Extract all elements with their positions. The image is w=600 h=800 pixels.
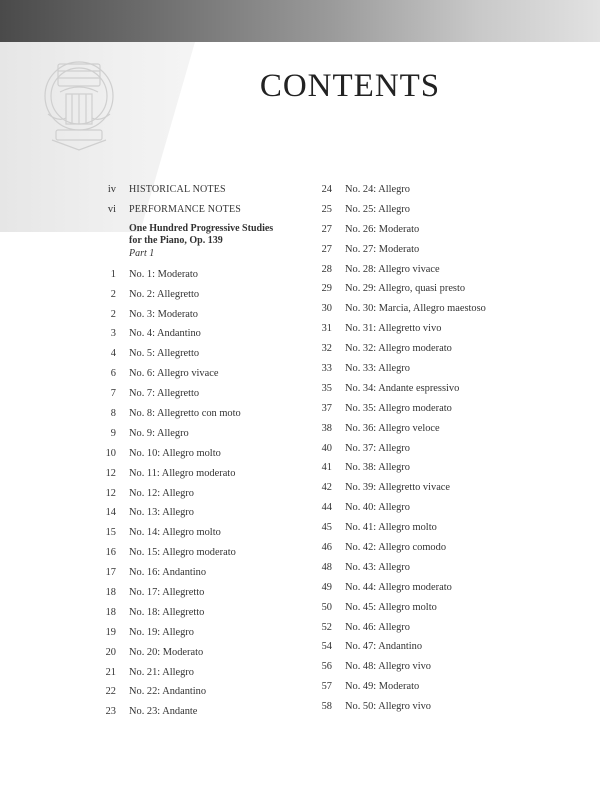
toc-entry[interactable] (300, 578, 510, 598)
page-number: 12 (105, 487, 116, 499)
page-number: 52 (321, 621, 332, 633)
page-number: 44 (321, 502, 332, 514)
page-number: 2 (110, 308, 116, 320)
page-number: 15 (105, 527, 116, 539)
toc-entry[interactable] (84, 324, 294, 344)
toc-entry[interactable] (300, 518, 510, 538)
entry-title: No. 23: Andante (129, 706, 198, 718)
entry-title: No. 9: Allegro (129, 427, 189, 439)
toc-entry[interactable] (84, 563, 294, 583)
toc-entry[interactable] (84, 484, 294, 504)
page-number: 40 (321, 442, 332, 454)
entry-title: No. 28: Allegro vivace (345, 263, 440, 275)
work-title-line1: One Hundred Progressive Studies (129, 222, 274, 234)
page-number: 42 (321, 482, 332, 494)
toc-entry[interactable] (84, 503, 294, 523)
toc-entry[interactable] (84, 285, 294, 305)
entry-title: HISTORICAL NOTES (129, 184, 226, 195)
toc-entry[interactable] (300, 657, 510, 677)
toc-entry[interactable] (300, 260, 510, 280)
entry-title: No. 20: Moderato (129, 646, 204, 658)
toc-entry[interactable] (300, 478, 510, 498)
page-number: 41 (321, 462, 332, 474)
toc-entry[interactable] (84, 464, 294, 484)
toc-entry[interactable] (84, 603, 294, 623)
entry-title: No. 26: Moderato (345, 223, 420, 235)
entry-title: No. 31: Allegretto vivo (345, 323, 442, 335)
page-number: 14 (105, 507, 116, 519)
toc-entry[interactable] (84, 682, 294, 702)
work-title-line2: for the Piano, Op. 139 (129, 235, 223, 247)
toc-list-right (300, 180, 510, 717)
toc-entry[interactable] (300, 359, 510, 379)
toc-entry[interactable] (84, 663, 294, 683)
entry-title: No. 14: Allegro molto (129, 527, 221, 539)
page-number: 9 (110, 427, 116, 439)
toc-entry[interactable] (84, 623, 294, 643)
page-number: 18 (105, 606, 116, 618)
toc-entry[interactable] (84, 384, 294, 404)
toc-entry[interactable] (300, 637, 510, 657)
toc-entry[interactable] (300, 419, 510, 439)
entry-title: No. 49: Moderato (345, 681, 420, 693)
toc-entry[interactable] (300, 458, 510, 478)
toc-entry[interactable] (84, 702, 294, 722)
page-number: 3 (110, 328, 116, 340)
entry-title: No. 38: Allegro (345, 462, 410, 474)
entry-title: No. 16: Andantino (129, 567, 207, 579)
toc-entry[interactable] (84, 424, 294, 444)
toc-entry[interactable] (300, 220, 510, 240)
toc-entry[interactable] (84, 305, 294, 325)
toc-entry[interactable] (300, 439, 510, 459)
page-number: 16 (105, 547, 116, 559)
entry-title: No. 43: Allegro (345, 561, 410, 573)
toc-list-left (84, 265, 294, 722)
page-number: vi (107, 203, 116, 215)
page-number: 58 (321, 701, 332, 713)
entry-title: No. 11: Allegro moderato (129, 467, 236, 479)
toc-entry[interactable] (300, 618, 510, 638)
toc-entry[interactable] (300, 200, 510, 220)
entry-title: No. 45: Allegro molto (345, 601, 437, 613)
entry-title: No. 5: Allegretto (129, 348, 200, 360)
entry-title: No. 6: Allegro vivace (129, 368, 219, 380)
entry-title: No. 47: Andantino (345, 641, 423, 653)
entry-title: No. 32: Allegro moderato (345, 343, 452, 355)
page-number: 7 (110, 388, 116, 400)
entry-title: No. 42: Allegro comodo (345, 542, 447, 554)
page-number: 27 (321, 223, 332, 235)
page-number: 23 (105, 706, 116, 718)
toc-entry[interactable] (84, 643, 294, 663)
page-number: 25 (321, 203, 332, 215)
entry-title: PERFORMANCE NOTES (129, 203, 242, 215)
toc-entry[interactable] (300, 598, 510, 618)
toc-entry[interactable] (84, 364, 294, 384)
header-band (0, 0, 600, 42)
toc-entry[interactable] (84, 180, 294, 200)
toc-entry[interactable] (84, 583, 294, 603)
page-title: CONTENTS (259, 68, 441, 104)
toc-entry[interactable] (84, 543, 294, 563)
toc-entry[interactable] (300, 339, 510, 359)
toc-entry[interactable] (84, 444, 294, 464)
contents-column-left (84, 180, 294, 722)
entry-title: No. 19: Allegro (129, 626, 194, 638)
toc-entry[interactable] (300, 279, 510, 299)
toc-entry[interactable] (300, 697, 510, 717)
page-number: 49 (321, 581, 332, 593)
toc-entry[interactable] (300, 379, 510, 399)
page-number: 10 (105, 447, 116, 459)
page-number: 4 (110, 348, 116, 360)
entry-title: No. 15: Allegro moderato (129, 547, 236, 559)
page-number: 17 (105, 567, 116, 579)
entry-title: No. 18: Allegretto (129, 606, 205, 618)
page-number: 32 (321, 343, 332, 355)
page-number: iv (107, 184, 116, 195)
part-label: Part 1 (129, 247, 155, 259)
page-number: 33 (321, 363, 332, 375)
entry-title: No. 1: Moderato (129, 268, 198, 280)
page-number: 28 (321, 263, 332, 275)
entry-title: No. 48: Allegro vivo (345, 661, 432, 673)
page-number: 56 (321, 661, 332, 673)
toc-entry[interactable] (300, 319, 510, 339)
entry-title: No. 10: Allegro molto (129, 447, 221, 459)
entry-title: No. 34: Andante espressivo (345, 382, 460, 394)
entry-title: No. 4: Andantino (129, 328, 201, 340)
entry-title: No. 8: Allegretto con moto (129, 408, 241, 420)
page-number: 12 (105, 467, 116, 479)
page-number: 50 (321, 601, 332, 613)
page-number: 19 (105, 626, 116, 638)
toc-entry[interactable] (300, 558, 510, 578)
entry-title: No. 7: Allegretto (129, 388, 200, 400)
toc-entry[interactable] (84, 265, 294, 285)
page-number: 46 (321, 542, 332, 554)
entry-title: No. 46: Allegro (345, 621, 410, 633)
page-number: 6 (110, 368, 116, 380)
page-number: 24 (321, 184, 332, 195)
page-number: 30 (321, 303, 332, 315)
page-number: 18 (105, 587, 116, 599)
entry-title: No. 12: Allegro (129, 487, 194, 499)
entry-title: No. 21: Allegro (129, 666, 194, 678)
entry-title: No. 39: Allegretto vivace (345, 482, 451, 494)
entry-title: No. 22: Andantino (129, 686, 207, 698)
toc-entry[interactable] (300, 180, 510, 200)
entry-title: No. 25: Allegro (345, 203, 410, 215)
page-number: 21 (105, 666, 116, 678)
entry-title: No. 3: Moderato (129, 308, 198, 320)
page-number: 22 (105, 686, 116, 698)
toc-entry[interactable] (84, 523, 294, 543)
toc-entry[interactable] (300, 677, 510, 697)
entry-title: No. 36: Allegro veloce (345, 422, 440, 434)
entry-title: No. 27: Moderato (345, 243, 420, 255)
work-heading (84, 223, 294, 265)
entry-title: No. 29: Allegro, quasi presto (345, 283, 466, 295)
page-number: 20 (105, 646, 116, 658)
page-number: 31 (321, 323, 332, 335)
entry-title: No. 41: Allegro molto (345, 522, 437, 534)
page-number: 48 (321, 561, 332, 573)
toc-entry[interactable] (84, 404, 294, 424)
toc-entry[interactable] (84, 200, 294, 220)
toc-entry[interactable] (300, 299, 510, 319)
entry-title: No. 33: Allegro (345, 363, 410, 375)
entry-title: No. 13: Allegro (129, 507, 194, 519)
page-number: 29 (321, 283, 332, 295)
toc-entry[interactable] (300, 498, 510, 518)
page-number: 1 (110, 268, 116, 280)
toc-entry[interactable] (300, 399, 510, 419)
entry-title: No. 17: Allegretto (129, 587, 205, 599)
entry-title: No. 30: Marcia, Allegro maestoso (345, 303, 486, 315)
page-number: 8 (110, 408, 116, 420)
entry-title: No. 35: Allegro moderato (345, 402, 452, 414)
page-number: 45 (321, 522, 332, 534)
entry-title: No. 24: Allegro (345, 184, 410, 195)
entry-title: No. 40: Allegro (345, 502, 410, 514)
entry-title: No. 44: Allegro moderato (345, 581, 452, 593)
page-number: 38 (321, 422, 332, 434)
toc-entry[interactable] (300, 538, 510, 558)
entry-title: No. 37: Allegro (345, 442, 410, 454)
contents-column-right (300, 180, 510, 717)
toc-entry[interactable] (84, 344, 294, 364)
entry-title: No. 50: Allegro vivo (345, 701, 432, 713)
page-number: 54 (321, 641, 332, 653)
toc-entry[interactable] (300, 240, 510, 260)
page-number: 2 (110, 288, 116, 300)
entry-title: No. 2: Allegretto (129, 288, 200, 300)
page-number: 57 (321, 681, 332, 693)
page-number: 27 (321, 243, 332, 255)
page-number: 35 (321, 382, 332, 394)
page-number: 37 (321, 402, 332, 414)
